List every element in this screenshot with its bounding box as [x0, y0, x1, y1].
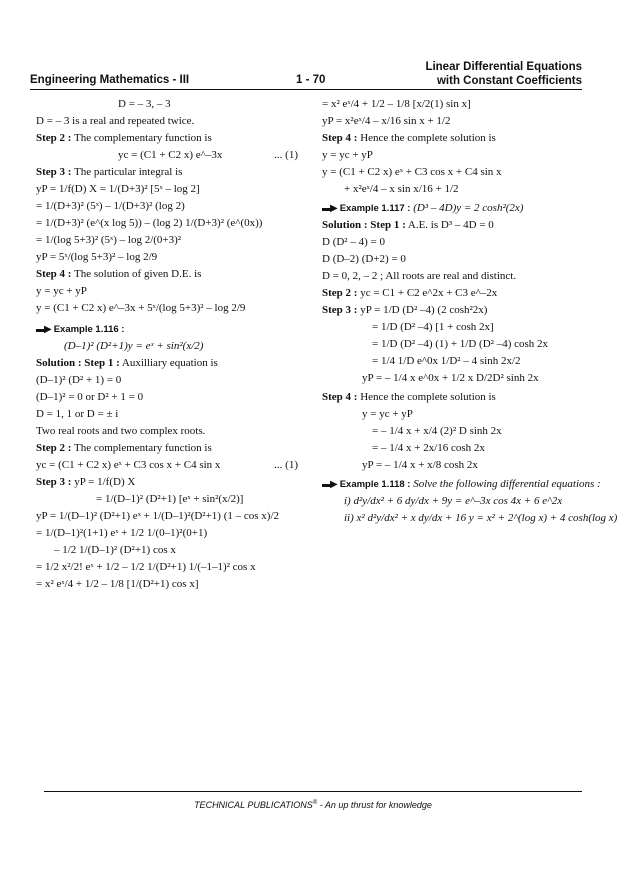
roots-line: D = – 3, – 3	[118, 98, 171, 110]
equation-line: D = 1, 1 or D = ± i	[36, 408, 119, 420]
step-heading	[36, 442, 298, 455]
solution-heading	[322, 219, 584, 232]
example-equation: ii) x² d²y/dx² + x dy/dx + 16 y = x² + 2^(log x) + 4 cosh(log x)	[344, 512, 618, 524]
step-heading	[322, 287, 584, 300]
chapter-title	[425, 60, 582, 88]
example-instruction: Solve the following differential equations :	[413, 478, 601, 490]
step-label: Step 4 :	[322, 391, 358, 403]
equation-number: ... (1)	[274, 459, 298, 471]
step-label: Step 3 :	[36, 166, 72, 178]
equation-line: yP = 1/f(D) X = 1/(D+3)² [5ˣ – log 2]	[36, 183, 200, 195]
equation-line: = x² eˣ/4 + 1/2 – 1/8 [1/(D²+1) cos x]	[36, 578, 199, 590]
registered-mark: ®	[312, 800, 318, 806]
equation-line: = – 1/4 x + 2x/16 cosh 2x	[372, 442, 485, 454]
left-column	[36, 98, 298, 595]
equation-line: = 1/D (D² –4) (1) + 1/D (D² –4) cosh 2x	[372, 338, 549, 350]
text-line: D = 0, 2, – 2 ; All roots are real and distinct.	[322, 270, 517, 282]
step-label: Solution : Step 1 :	[322, 219, 406, 231]
step-label: Step 2 :	[322, 287, 358, 299]
equation-line: = x² eˣ/4 + 1/2 – 1/8 [x/2(1) sin x]	[322, 98, 471, 110]
step-label: Step 3 :	[36, 476, 72, 488]
equation-line: y = (C1 + C2 x) e^–3x + 5ˣ/(log 5+3)² – log 2/9	[36, 302, 246, 314]
arrow-icon: ▬▶	[322, 479, 336, 490]
step-label: Step 3 :	[322, 304, 358, 316]
example-heading	[36, 323, 298, 336]
step-heading	[322, 132, 584, 145]
step-text: yc = C1 + C2 e^2x + C3 e^–2x	[357, 287, 498, 299]
example-equation: (D³ – 4D)y = 2 cosh²(2x)	[413, 202, 524, 214]
footer	[0, 800, 626, 810]
footer-rule	[44, 791, 582, 792]
equation: yc = (C1 + C2 x) e^–3x	[118, 149, 223, 161]
equation-line: D (D² – 4) = 0	[322, 236, 385, 248]
equation-line: = 1/(D–1)² (D²+1) [eˣ + sin²(x/2)]	[96, 493, 244, 505]
equation-line: D (D–2) (D+2) = 0	[322, 253, 406, 265]
text-line: Two real roots and two complex roots.	[36, 425, 206, 437]
example-label: Example 1.116 :	[53, 324, 125, 335]
arrow-icon: ▬▶	[36, 324, 50, 335]
equation-line	[36, 459, 298, 472]
step-text: The complementary function is	[71, 442, 212, 454]
chapter-title-line2: with Constant Coefficients	[436, 75, 582, 87]
equation-line: y = yc + yP	[36, 285, 87, 297]
step-heading	[36, 132, 298, 145]
equation-line: yP = 1/(D–1)² (D²+1) eˣ + 1/(D–1)²(D²+1) (1 – cos x)/2	[36, 510, 280, 522]
step-heading	[322, 304, 584, 317]
footer-tagline: - An up thrust for knowledge	[317, 800, 432, 810]
step-heading	[322, 391, 584, 404]
step-text: A.E. is D³ – 4D = 0	[405, 219, 494, 231]
step-text: The complementary function is	[71, 132, 212, 144]
equation-line: y = yc + yP	[362, 408, 413, 420]
equation-number: ... (1)	[274, 149, 298, 161]
step-text: Auxilliary equation is	[119, 357, 218, 369]
step-label: Step 2 :	[36, 442, 72, 454]
equation-line: yP = 5ˣ/(log 5+3)² – log 2/9	[36, 251, 158, 263]
solution-heading	[36, 357, 298, 370]
footer-publisher: TECHNICAL PUBLICATIONS	[194, 800, 313, 810]
equation-line: = – 1/4 x + x/4 (2)² D sinh 2x	[372, 425, 502, 437]
equation-line: (D–1)² (D² + 1) = 0	[36, 374, 122, 386]
example-equation: (D–1)² (D²+1)y = eˣ + sin²(x/2)	[64, 340, 204, 352]
equation-line: = 1/D (D² –4) [1 + cosh 2x]	[372, 321, 494, 333]
step-label: Step 4 :	[36, 268, 72, 280]
step-text: yP = 1/D (D² –4) (2 cosh²2x)	[357, 304, 488, 316]
example-equation: i) d²y/dx² + 6 dy/dx + 9y = e^–3x cos 4x + 6 e^2x	[344, 495, 563, 507]
step-label: Step 4 :	[322, 132, 358, 144]
equation-line: yP = – 1/4 x + x/8 cosh 2x	[362, 459, 478, 471]
equation-line: yP = – 1/4 x e^0x + 1/2 x D/2D² sinh 2x	[362, 372, 539, 384]
step-text: yP = 1/f(D) X	[71, 476, 136, 488]
step-heading	[36, 166, 298, 179]
example-heading	[322, 478, 601, 491]
step-text: Hence the complete solution is	[357, 132, 496, 144]
equation-line: (D–1)² = 0 or D² + 1 = 0	[36, 391, 144, 403]
equation-line: = 1/4 1/D e^0x 1/D² – 4 sinh 2x/2	[372, 355, 521, 367]
arrow-icon: ▬▶	[322, 203, 336, 214]
equation-line: = 1/(log 5+3)² (5ˣ) – log 2/(0+3)²	[36, 234, 182, 246]
equation-line: y = (C1 + C2 x) eˣ + C3 cos x + C4 sin x	[322, 166, 502, 178]
equation-line	[36, 149, 298, 162]
equation-line: = 1/2 x²/2! eˣ + 1/2 – 1/2 1/(D²+1) 1/(–1–1)² cos x	[36, 561, 256, 573]
step-label: Solution : Step 1 :	[36, 357, 120, 369]
page-number: 1 - 70	[296, 74, 326, 86]
step-heading	[36, 268, 298, 281]
equation-line: = 1/(D+3)² (e^(x log 5)) – (log 2) 1/(D+3)² (e^(0x))	[36, 217, 263, 229]
example-label: Example 1.117 :	[339, 203, 411, 214]
step-label: Step 2 :	[36, 132, 72, 144]
equation-line: + x²eˣ/4 – x sin x/16 + 1/2	[344, 183, 459, 195]
right-column	[322, 98, 618, 529]
book-title: Engineering Mathematics - III	[30, 74, 190, 86]
step-text: The particular integral is	[71, 166, 183, 178]
equation-line: = 1/(D–1)²(1+1) eˣ + 1/2 1/(0–1)²(0+1)	[36, 527, 208, 539]
example-heading	[322, 202, 584, 215]
step-text: Hence the complete solution is	[357, 391, 496, 403]
example-label: Example 1.118 :	[339, 479, 411, 490]
header-rule	[30, 89, 582, 90]
step-heading	[36, 476, 298, 489]
chapter-title-line1: Linear Differential Equations	[425, 61, 582, 73]
equation-line: = 1/(D+3)² (5ˣ) – 1/(D+3)² (log 2)	[36, 200, 185, 212]
step-text: The solution of given D.E. is	[71, 268, 202, 280]
equation-line: y = yc + yP	[322, 149, 373, 161]
equation: yc = (C1 + C2 x) eˣ + C3 cos x + C4 sin x	[36, 459, 221, 471]
equation-line: yP = x²eˣ/4 – x/16 sin x + 1/2	[322, 115, 451, 127]
text-line: D = – 3 is a real and repeated twice.	[36, 115, 195, 127]
equation-line: – 1/2 1/(D–1)² (D²+1) cos x	[54, 544, 176, 556]
